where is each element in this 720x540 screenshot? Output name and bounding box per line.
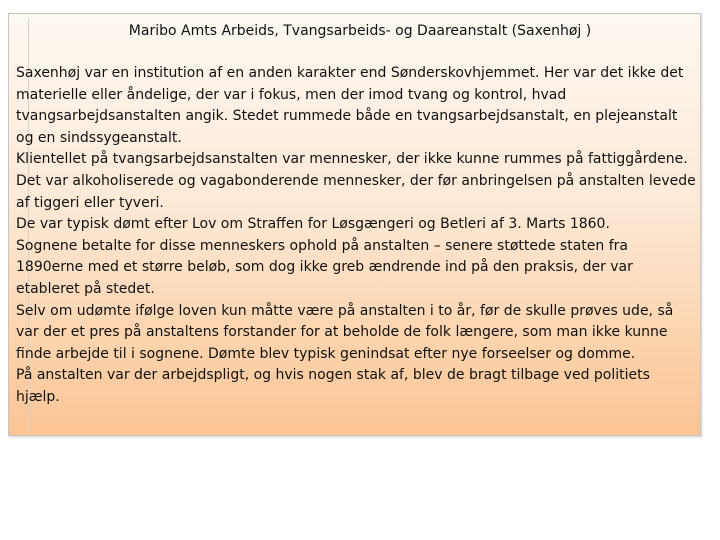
paragraph-6: På anstalten var der arbejdspligt, og hvis nogen stak af, blev de bragt tilbage ved politiets hjælp. — [16, 367, 650, 405]
paragraph-3: De var typisk dømt efter Lov om Straffen for Løsgængeri og Betleri af 3. Marts 1860. — [16, 216, 610, 233]
body-text — [16, 63, 698, 409]
paragraph-5: Selv om udømte ifølge loven kun måtte være på anstalten i to år, før de skulle prøves ude, så var der et pres på anstaltens forstander for at beholde de folk længere, som man ikke kunne finde arbejde til i sognene. Dømte blev typisk genindsat efter nye forseelser og domme. — [16, 302, 674, 362]
paragraph-1: Saxenhøj var en institution af en anden karakter end Sønderskovhjemmet. Her var det ikke det materielle eller åndelige, der var i fokus, men der imod tvang og kontrol, hvad tvangsarbejdsanstalten angik. Stedet rummede både en tvangsarbejdsanstalt, en plejeanstalt og en sindssygeanstalt. — [16, 65, 684, 146]
paragraph-2: Klientellet på tvangsarbejdsanstalten var mennesker, der ikke kunne rummes på fattiggårdene. Det var alkoholiserede og vagabonderende mennesker, der før anbringelsen på anstalten levede af tiggeri eller tyveri. — [16, 151, 696, 211]
paragraph-4: Sognene betalte for disse menneskers ophold på anstalten – senere støttede staten fra 1890erne med et større beløb, som dog ikke greb ændrende ind på den praksis, der var etableret på stedet. — [16, 237, 633, 297]
slide-title: Maribo Amts Arbeids, Tvangsarbeids- og Daareanstalt (Saxenhøj ) — [128, 23, 592, 39]
